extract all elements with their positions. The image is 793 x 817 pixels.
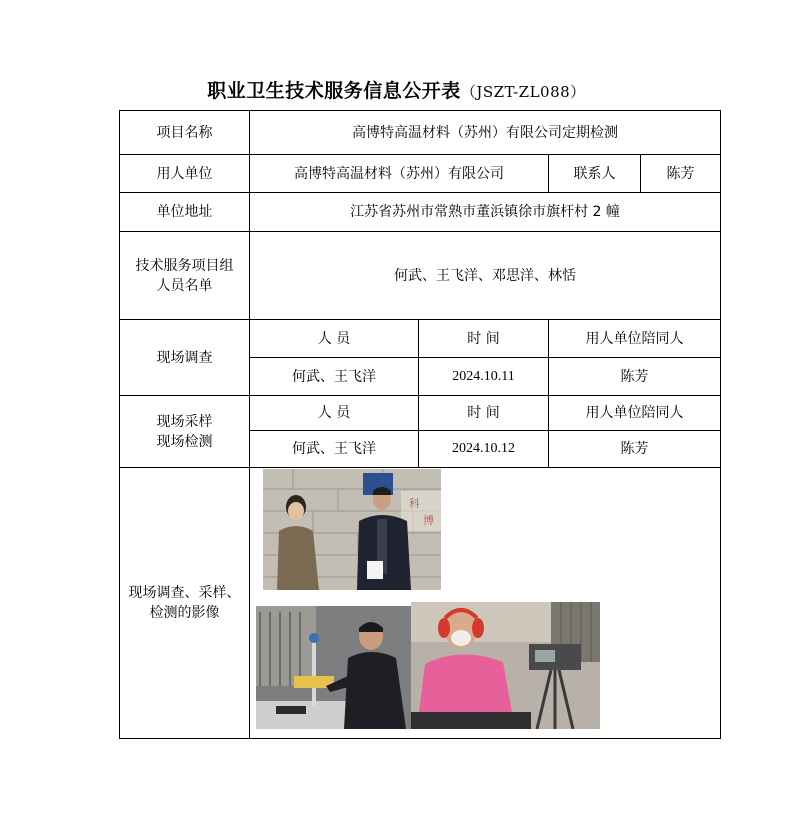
survey-col-accompany: 用人单位陪同人 [549, 320, 721, 358]
svg-text:博: 博 [423, 514, 434, 527]
sampling-time: 2024.10.12 [419, 431, 549, 468]
sampling-col-accompany: 用人单位陪同人 [549, 396, 721, 431]
survey-time: 2024.10.11 [419, 358, 549, 396]
contact-label: 联系人 [549, 155, 641, 193]
photo-detection-illustration [411, 602, 600, 729]
team-label-line-2: 人员名单 [156, 277, 213, 294]
site-photo-survey [263, 469, 441, 590]
photo-sampling-illustration [256, 606, 412, 729]
images-label-line-1: 现场调查、采样、 [128, 585, 241, 601]
sampling-col-time: 时 间 [419, 396, 549, 431]
sampling-label-line-1: 现场采样 [156, 413, 213, 430]
images-label-line-2: 检测的影像 [149, 605, 220, 621]
images-cell [250, 468, 721, 739]
images-label [120, 468, 250, 739]
sampling-person: 何武、王飞洋 [250, 431, 419, 468]
team-label-line-1: 技术服务项目组 [135, 257, 234, 274]
address-value: 江苏省苏州市常熟市董浜镇徐市旗杆村 2 幢 [250, 193, 721, 232]
photo-survey-illustration [263, 469, 441, 590]
site-photo-sampling [256, 606, 412, 729]
sampling-col-person: 人 员 [250, 396, 419, 431]
survey-accompany: 陈芳 [549, 358, 721, 396]
address-label: 单位地址 [120, 193, 250, 232]
employer-label: 用人单位 [120, 155, 250, 193]
project-name-value: 高博特高温材料（苏州）有限公司定期检测 [250, 111, 721, 155]
info-table [119, 110, 721, 739]
sampling-label-line-2: 现场检测 [156, 433, 213, 450]
team-value: 何武、王飞洋、邓思洋、林恬 [250, 232, 721, 320]
svg-text:科: 科 [409, 497, 420, 510]
employer-value: 高博特高温材料（苏州）有限公司 [250, 155, 549, 193]
survey-label: 现场调查 [120, 320, 250, 396]
contact-value: 陈芳 [641, 155, 721, 193]
survey-person: 何武、王飞洋 [250, 358, 419, 396]
survey-col-time: 时 间 [419, 320, 549, 358]
title-code: （JSZT-ZL088） [460, 83, 586, 101]
sampling-label [120, 396, 250, 468]
project-name-label: 项目名称 [120, 111, 250, 155]
sampling-accompany: 陈芳 [549, 431, 721, 468]
survey-col-person: 人 员 [250, 320, 419, 358]
page-title [0, 76, 793, 103]
team-label [120, 232, 250, 320]
title-text: 职业卫生技术服务信息公开表 [207, 80, 461, 102]
site-photo-detection [411, 602, 600, 729]
